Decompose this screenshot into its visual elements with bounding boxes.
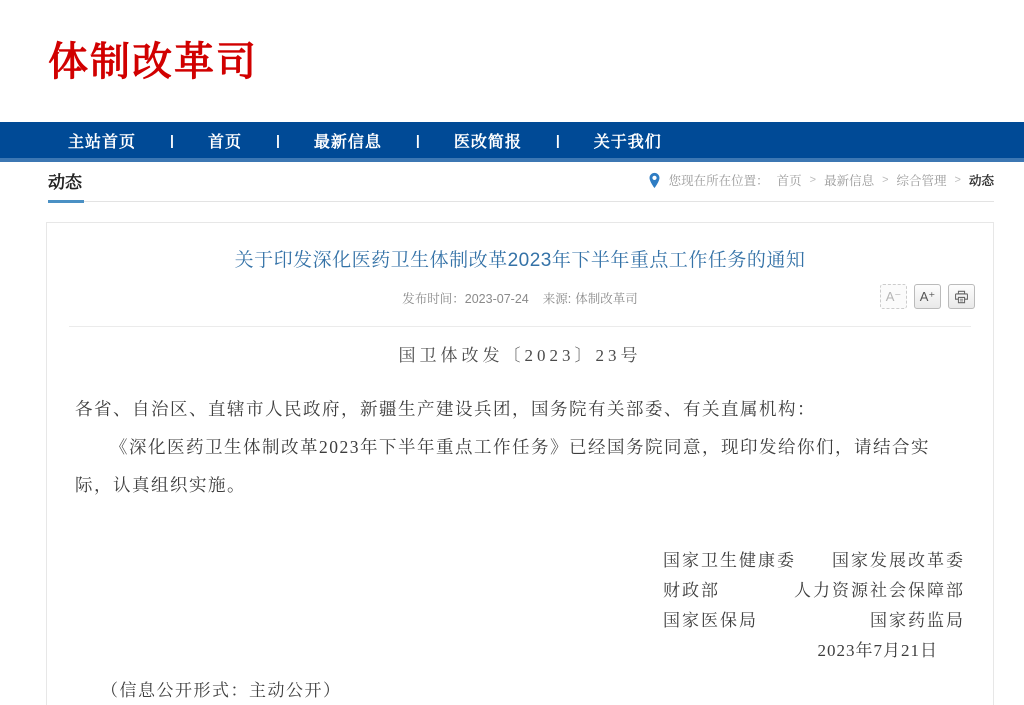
article-meta-row xyxy=(47,288,993,316)
document-body xyxy=(75,390,963,504)
disclosure-note: （信息公开形式：主动公开） xyxy=(101,681,342,700)
source-label: 来源: xyxy=(542,292,572,306)
paragraph: 各省、自治区、直辖市人民政府，新疆生产建设兵团，国务院有关部委、有关直属机构： xyxy=(75,399,816,419)
nav-separator: | xyxy=(275,132,280,148)
breadcrumb-current: 动态 xyxy=(968,174,994,188)
breadcrumb-link-general-management[interactable]: 综合管理 xyxy=(896,174,947,188)
article-title: 关于印发深化医药卫生体制改革2023年下半年重点工作任务的通知 xyxy=(234,250,806,271)
section-title-dynamics[interactable]: 动态 xyxy=(48,168,84,203)
publish-time-label: 发布时间： xyxy=(402,292,465,306)
nav-item-latest-news[interactable]: 最新信息 xyxy=(313,133,382,151)
signature-agency: 财政部 xyxy=(663,581,720,600)
breadcrumb-link-latest-news[interactable]: 最新信息 xyxy=(824,174,875,188)
article-container xyxy=(46,222,994,705)
breadcrumb-row xyxy=(48,162,994,202)
nav-item-reform-briefing[interactable]: 医改简报 xyxy=(453,133,522,151)
print-button[interactable] xyxy=(948,284,975,309)
signature-block xyxy=(663,546,965,636)
breadcrumb xyxy=(648,171,994,201)
divider xyxy=(69,326,971,327)
breadcrumb-separator: > xyxy=(954,174,961,186)
font-decrease-button[interactable]: A⁻ xyxy=(880,284,907,309)
breadcrumb-separator: > xyxy=(882,174,889,186)
publish-time-value: 2023-07-24 xyxy=(464,292,529,306)
signature-line xyxy=(663,576,965,606)
breadcrumb-separator: > xyxy=(809,174,817,186)
nav-separator: | xyxy=(415,132,420,148)
paragraph: 《深化医药卫生体制改革2023年下半年重点工作任务》已经国务院同意，现印发给你们，请结合实际，认真组织实施。 xyxy=(75,437,930,495)
nav-item-home[interactable]: 首页 xyxy=(207,133,242,151)
breadcrumb-link-home[interactable]: 首页 xyxy=(776,174,802,188)
signature-agency: 国家卫生健康委 xyxy=(663,551,796,570)
breadcrumb-label: 您现在所在位置： xyxy=(668,174,769,188)
site-header xyxy=(0,0,1024,122)
site-title: 体制改革司 xyxy=(48,40,258,84)
nav-separator: | xyxy=(555,132,560,148)
signature-date: 2023年7月21日 xyxy=(817,641,938,660)
signature-line xyxy=(663,606,965,636)
article-tools xyxy=(880,284,975,309)
nav-item-about-us[interactable]: 关于我们 xyxy=(593,133,662,151)
signature-agency: 国家药监局 xyxy=(870,611,965,630)
signature-agency: 人力资源社会保障部 xyxy=(794,581,965,600)
source-value: 体制改革司 xyxy=(575,292,638,306)
signature-line xyxy=(663,546,965,576)
article-meta xyxy=(47,288,993,310)
nav-separator: | xyxy=(170,132,174,148)
font-increase-button[interactable]: A⁺ xyxy=(914,284,941,309)
location-pin-icon xyxy=(648,172,661,189)
document-number: 国卫体改发〔2023〕23号 xyxy=(398,346,642,365)
main-nav xyxy=(0,122,1024,162)
printer-icon xyxy=(954,290,969,304)
nav-item-main-home[interactable]: 主站首页 xyxy=(68,133,137,151)
signature-agency: 国家发展改革委 xyxy=(832,551,965,570)
signature-agency: 国家医保局 xyxy=(663,611,758,630)
